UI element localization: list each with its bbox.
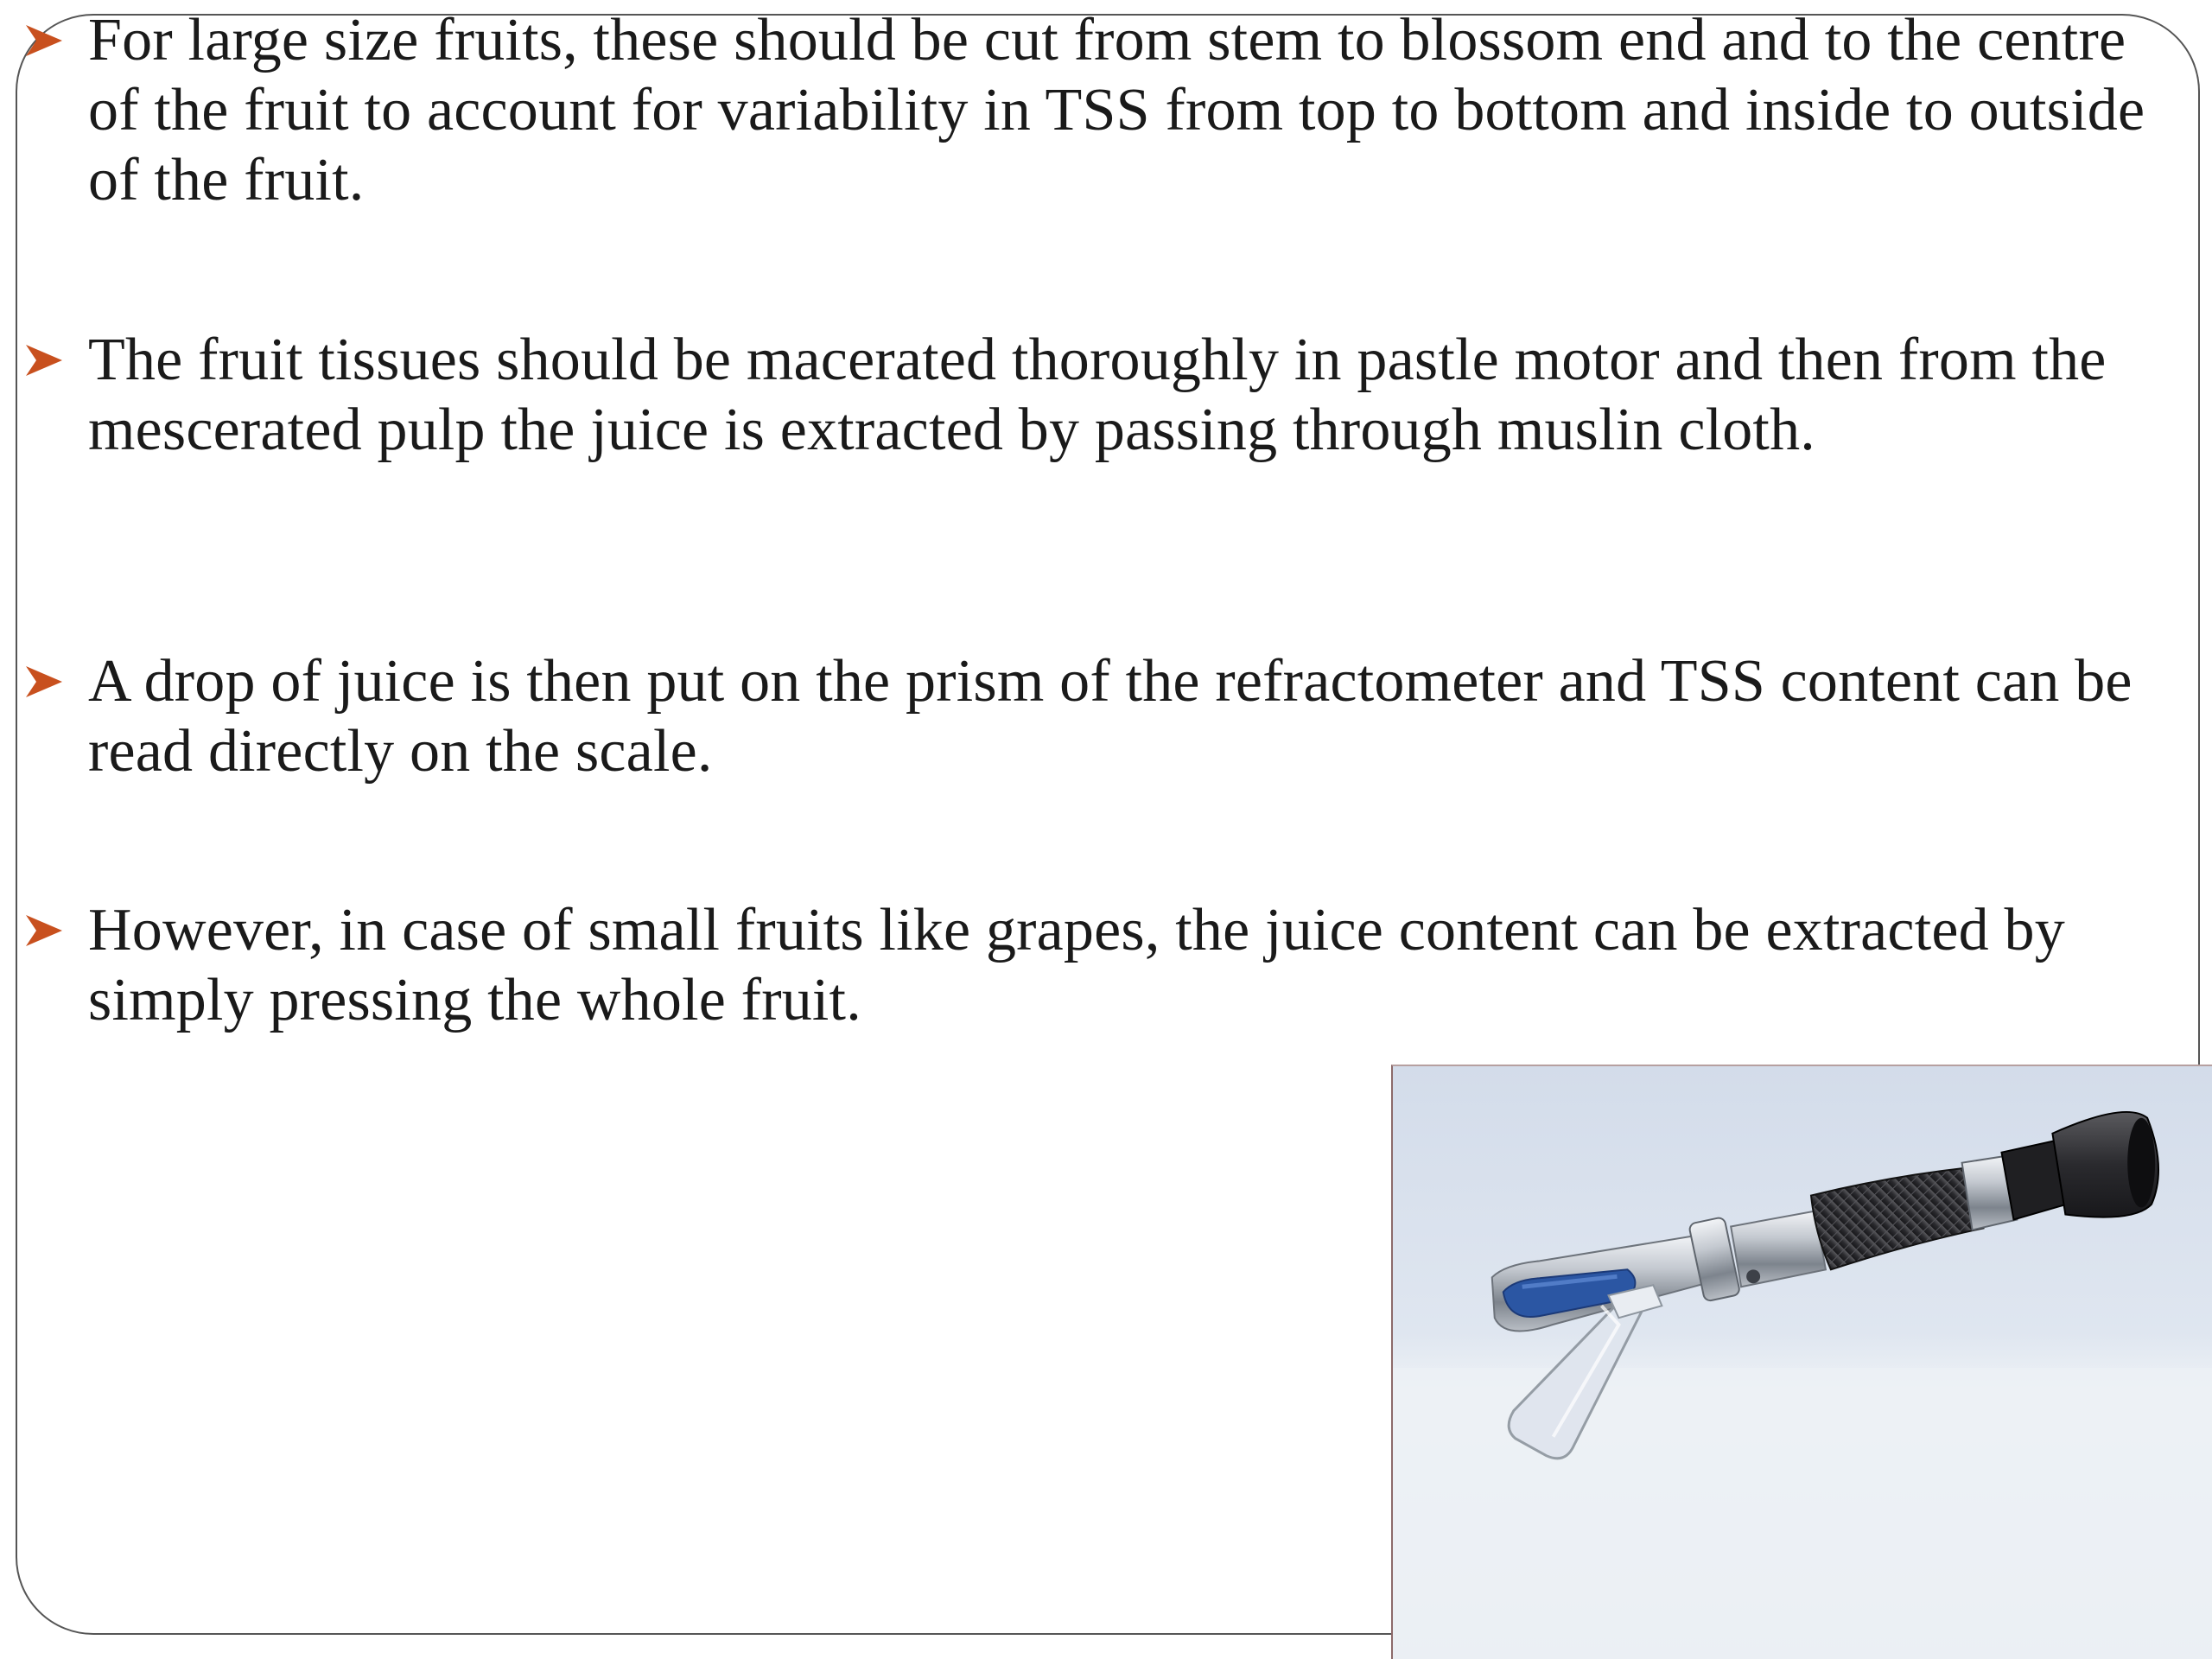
bullet-item <box>24 5 2158 215</box>
arrowhead-bullet-icon <box>24 646 88 716</box>
refractometer-photo <box>1391 1065 2212 1659</box>
arrowhead-bullet-icon <box>24 325 88 395</box>
bullet-item <box>24 895 2158 1035</box>
bullet-item <box>24 325 2158 465</box>
bullet-item <box>24 646 2158 786</box>
bullet-text: The fruit tissues should be macerated thoroughly in pastle motor and then from the mescerated pulp the juice is extracted by passing through muslin cloth. <box>88 327 2107 463</box>
bullet-text: A drop of juice is then put on the prism of the refractometer and TSS content can be read directly on the scale. <box>88 648 2133 785</box>
bullet-text: For large size fruits, these should be cut from stem to blossom end and to the centre of the fruit to account for variability in TSS from top to bottom and inside to outside of the fruit. <box>88 7 2145 213</box>
bullet-text: However, in case of small fruits like grapes, the juice content can be extracted by simply pressing the whole fruit. <box>88 897 2065 1033</box>
arrowhead-bullet-icon <box>24 895 88 965</box>
arrowhead-bullet-icon <box>24 5 88 75</box>
